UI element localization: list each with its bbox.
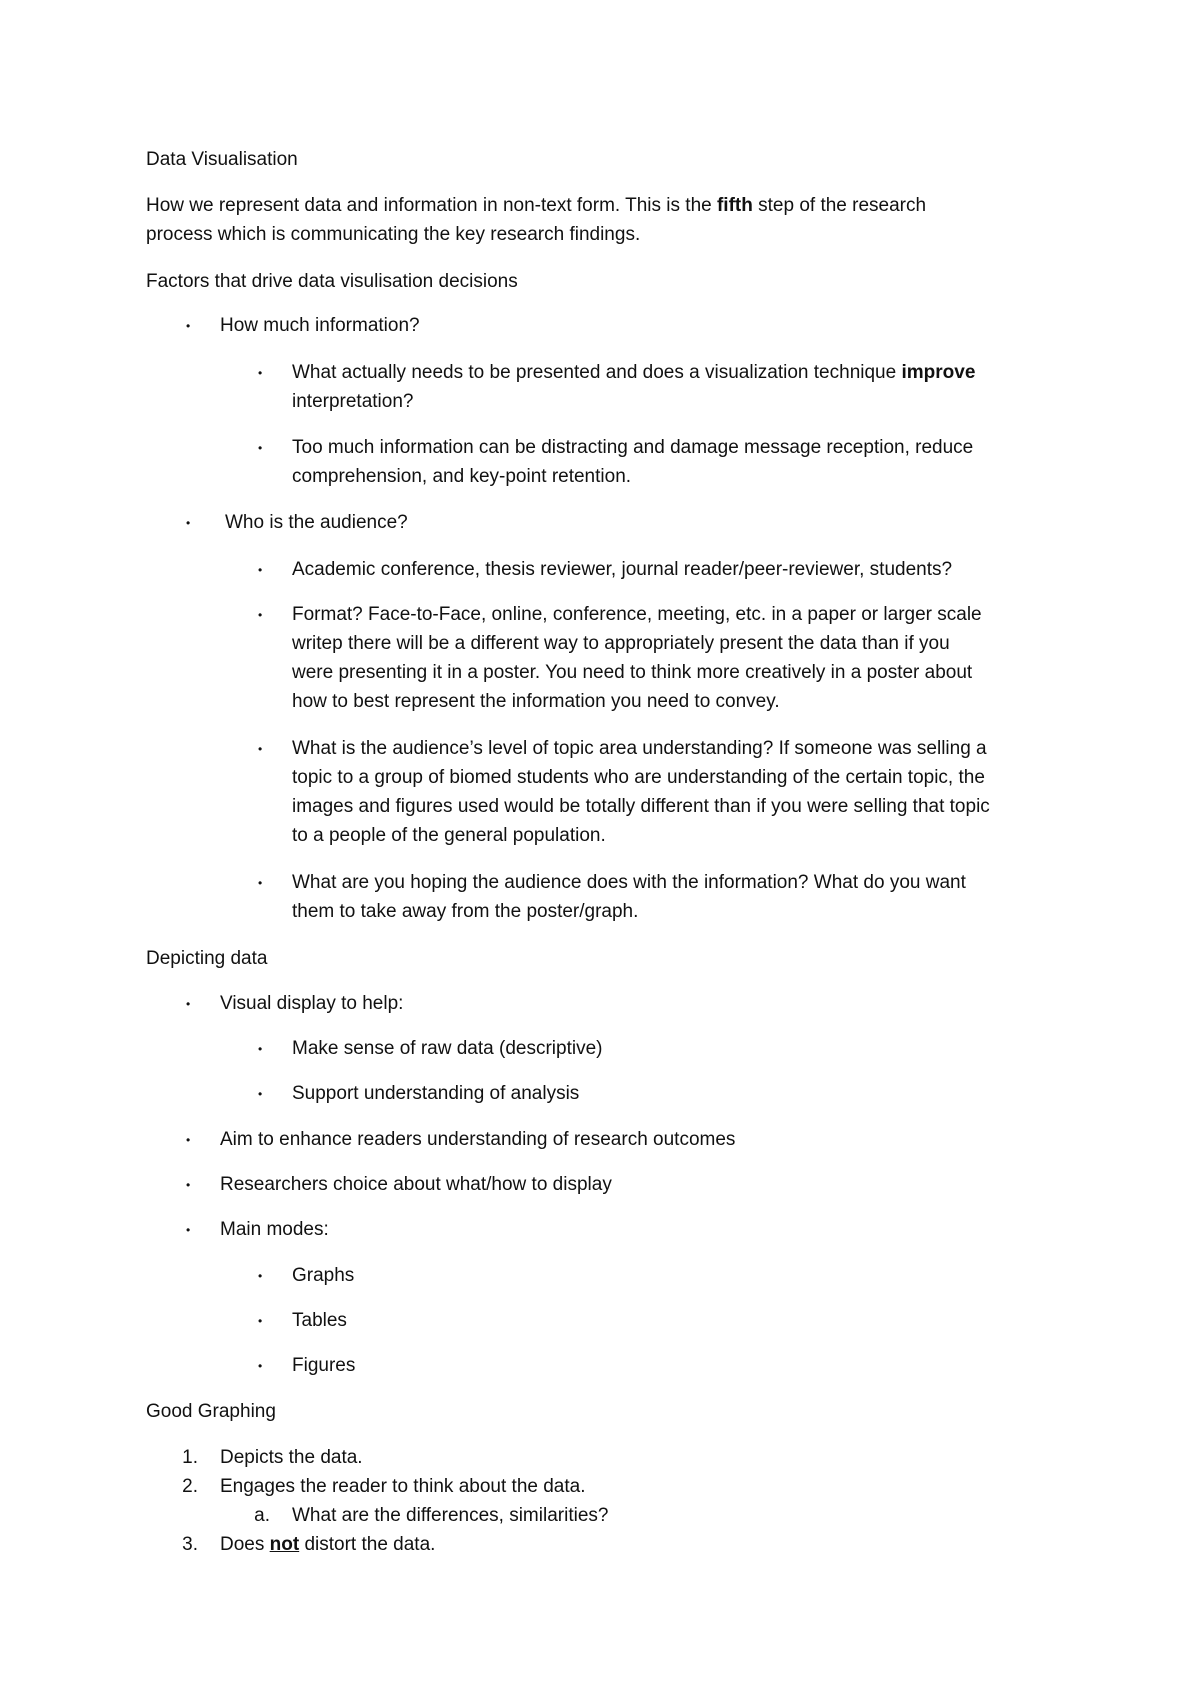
depicting-heading: Depicting data (146, 948, 268, 969)
list-item: What are you hoping the audience does with the information? What do you want (292, 872, 966, 893)
list-item: Make sense of raw data (descriptive) (292, 1038, 603, 1059)
list-item-continued: topic to a group of biomed students who are understanding of the certain topic, the (292, 767, 985, 788)
bullet-icon: • (186, 1178, 191, 1192)
bullet-icon: • (258, 876, 263, 890)
bullet-icon: • (258, 1042, 263, 1056)
list-item-continued: them to take away from the poster/graph. (292, 901, 639, 922)
list-item: Researchers choice about what/how to display (220, 1174, 612, 1195)
list-item: Depicts the data. (220, 1447, 363, 1468)
intro-line-2: process which is communicating the key research findings. (146, 224, 641, 245)
list-item: What is the audience’s level of topic area understanding? If someone was selling a (292, 738, 987, 759)
list-item: How much information? (220, 315, 420, 336)
bullet-icon: • (186, 516, 191, 530)
list-item-continued: were presenting it in a poster. You need to think more creatively in a poster about (292, 662, 973, 683)
list-text: What actually needs to be presented and does a visualization technique (292, 362, 902, 383)
list-item: Graphs (292, 1265, 355, 1286)
list-item: Format? Face-to-Face, online, conference, meeting, etc. in a paper or larger scale (292, 604, 982, 625)
factors-heading: Factors that drive data visulisation decisions (146, 271, 518, 292)
list-item-continued: writep there will be a different way to appropriately present the data than if you (292, 633, 950, 654)
list-item-continued: to a people of the general population. (292, 825, 606, 846)
intro-text: How we represent data and information in non-text form. This is the (146, 195, 717, 216)
bullet-icon: • (258, 563, 263, 577)
list-item (292, 361, 975, 385)
bullet-icon: • (258, 1314, 263, 1328)
list-item: Visual display to help: (220, 993, 404, 1014)
list-item-continued: images and figures used would be totally different than if you were selling that topic (292, 796, 990, 817)
intro-text: step of the research (752, 195, 927, 216)
list-number: 2. (182, 1476, 198, 1497)
list-item-continued: interpretation? (292, 391, 414, 412)
list-item-continued: how to best represent the information you need to convey. (292, 691, 780, 712)
bullet-icon: • (258, 441, 263, 455)
bullet-icon: • (258, 366, 263, 380)
bullet-icon: • (258, 1359, 263, 1373)
list-item-continued: comprehension, and key-point retention. (292, 466, 632, 487)
bullet-icon: • (186, 1223, 191, 1237)
list-item: Figures (292, 1355, 356, 1376)
list-item: Academic conference, thesis reviewer, journal reader/peer-reviewer, students? (292, 559, 953, 580)
list-item (220, 1533, 435, 1557)
list-item: Too much information can be distracting and damage message reception, reduce (292, 437, 974, 458)
bullet-icon: • (258, 742, 263, 756)
page-title: Data Visualisation (146, 149, 298, 170)
list-item: Tables (292, 1310, 347, 1331)
list-letter: a. (254, 1505, 270, 1526)
list-item: Engages the reader to think about the data. (220, 1476, 586, 1497)
bullet-icon: • (186, 1133, 191, 1147)
list-number: 3. (182, 1534, 198, 1555)
list-emphasis: not (269, 1534, 300, 1555)
list-text: Does (220, 1534, 270, 1555)
bullet-icon: • (258, 1269, 263, 1283)
list-item: Support understanding of analysis (292, 1083, 580, 1104)
list-number: 1. (182, 1447, 198, 1468)
list-bold: improve (901, 362, 976, 383)
list-text: distort the data. (299, 1534, 436, 1555)
list-item: What are the differences, similarities? (292, 1505, 609, 1526)
graphing-heading: Good Graphing (146, 1401, 276, 1422)
intro-bold: fifth (716, 195, 753, 216)
list-item: Who is the audience? (225, 512, 408, 533)
bullet-icon: • (186, 997, 191, 1011)
bullet-icon: • (258, 1087, 263, 1101)
list-item: Aim to enhance readers understanding of research outcomes (220, 1129, 736, 1150)
bullet-icon: • (186, 319, 191, 333)
list-item: Main modes: (220, 1219, 329, 1240)
intro-line-1 (146, 194, 926, 218)
bullet-icon: • (258, 608, 263, 622)
